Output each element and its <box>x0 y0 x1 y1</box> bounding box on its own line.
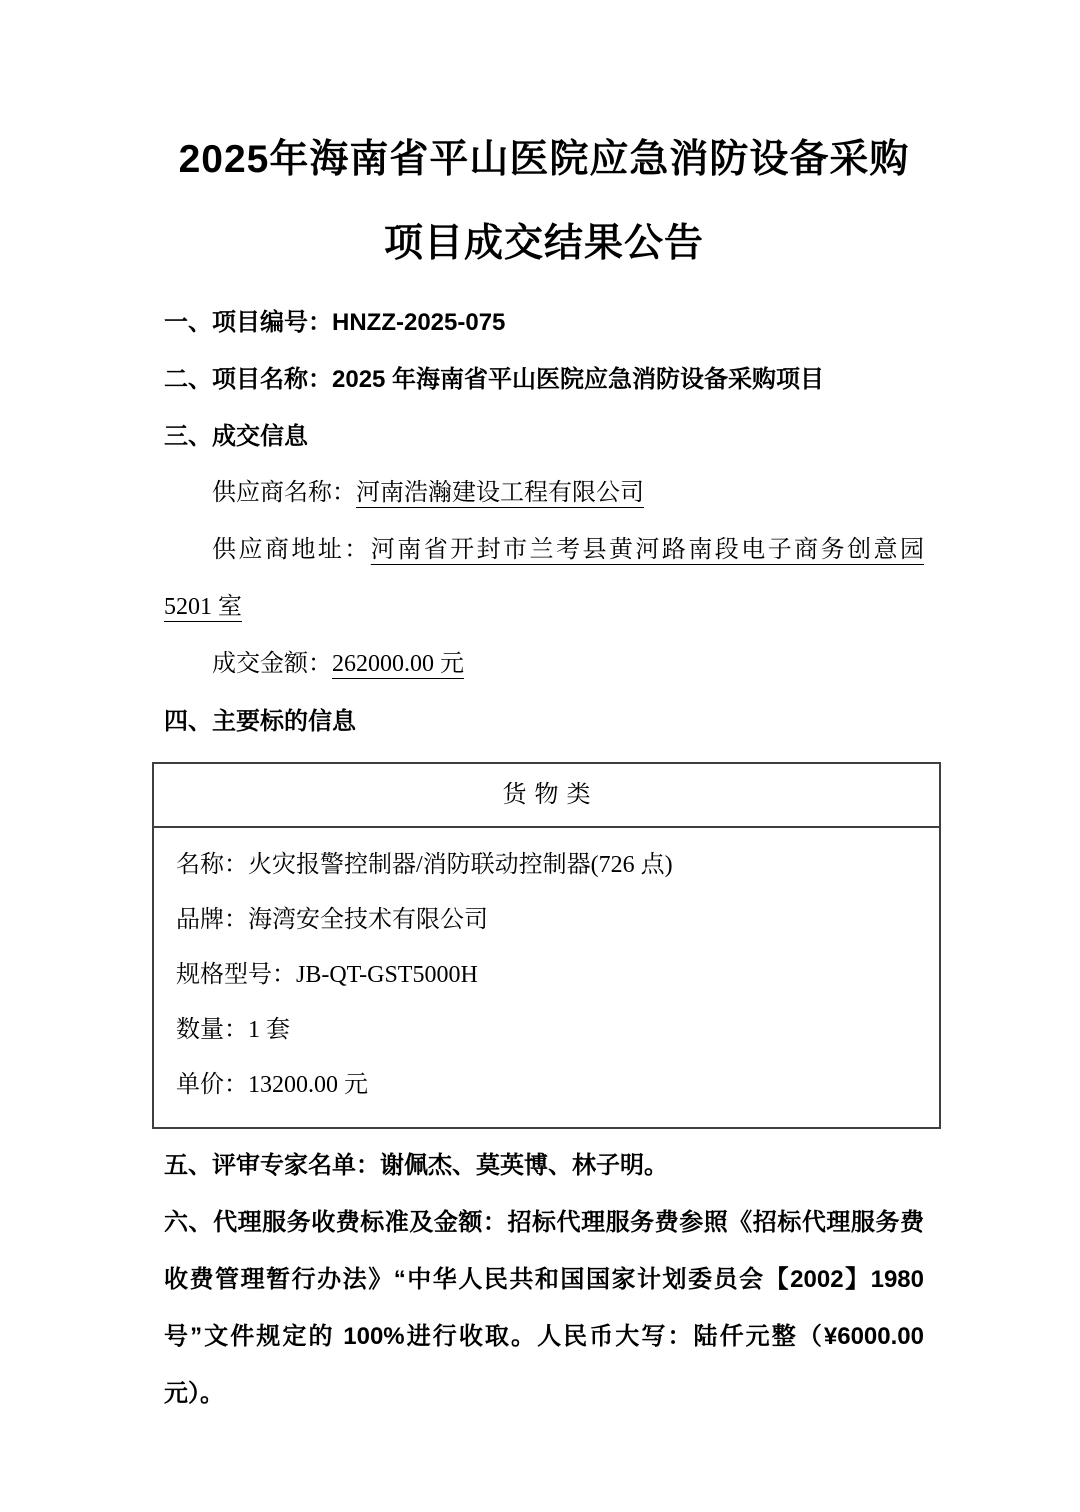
table-body <box>154 828 939 1127</box>
project-name-label: 二、项目名称： <box>164 366 332 393</box>
table-header-cell: 货物类 <box>154 764 939 828</box>
table-row-model: 规格型号：JB-QT-GST5000H <box>176 962 478 988</box>
table-row-brand: 品牌：海湾安全技术有限公司 <box>176 907 488 933</box>
supplier-name-value: 河南浩瀚建设工程有限公司 <box>356 480 644 506</box>
section-experts: 五、评审专家名单：谢佩杰、莫英博、林子明。 <box>164 1152 668 1179</box>
section-project-number <box>164 294 924 351</box>
goods-table <box>152 762 941 1129</box>
project-number-label: 一、项目编号： <box>164 309 332 336</box>
supplier-name-label: 供应商名称： <box>212 480 356 506</box>
project-number-value: HNZZ-2025-075 <box>332 309 506 336</box>
section-deal-info-heading: 三、成交信息 <box>164 423 308 450</box>
title-line-2: 项目成交结果公告 <box>383 222 704 265</box>
supplier-address-row <box>164 522 924 579</box>
title-line-1: 2025年海南省平山医院应急消防设备采购 <box>178 138 910 181</box>
deal-amount-value: 262000.00 元 <box>332 651 464 677</box>
supplier-address-label: 供应商地址： <box>212 537 371 563</box>
deal-amount-label: 成交金额： <box>212 651 332 677</box>
section-agency-fee: 六、代理服务收费标准及金额：招标代理服务费参照《招标代理服务费收费管理暂行办法》“中华人民共和国国家计划委员会【2002】1980号”文件规定的 100%进行收取。人民币大写：陆仟元整（¥6000.00 元）。 <box>164 1209 924 1407</box>
supplier-address-wrap-line <box>164 579 924 636</box>
document-body <box>164 294 924 1422</box>
document-title <box>164 118 924 286</box>
table-row-name: 名称：火灾报警控制器/消防联动控制器(726 点) <box>176 852 673 878</box>
supplier-address-value-line1: 河南省开封市兰考县黄河路南段电子商务创意园 <box>370 537 925 563</box>
section-project-name <box>164 351 924 408</box>
table-row-unit-price: 单价：13200.00 元 <box>176 1072 368 1098</box>
section-subject-heading: 四、主要标的信息 <box>164 708 356 735</box>
project-name-value: 2025 年海南省平山医院应急消防设备采购项目 <box>332 366 825 393</box>
supplier-name-row <box>164 465 924 522</box>
deal-amount-row <box>164 636 924 693</box>
table-row-quantity: 数量：1 套 <box>176 1017 290 1043</box>
supplier-address-value-line2: 5201 室 <box>164 594 242 620</box>
